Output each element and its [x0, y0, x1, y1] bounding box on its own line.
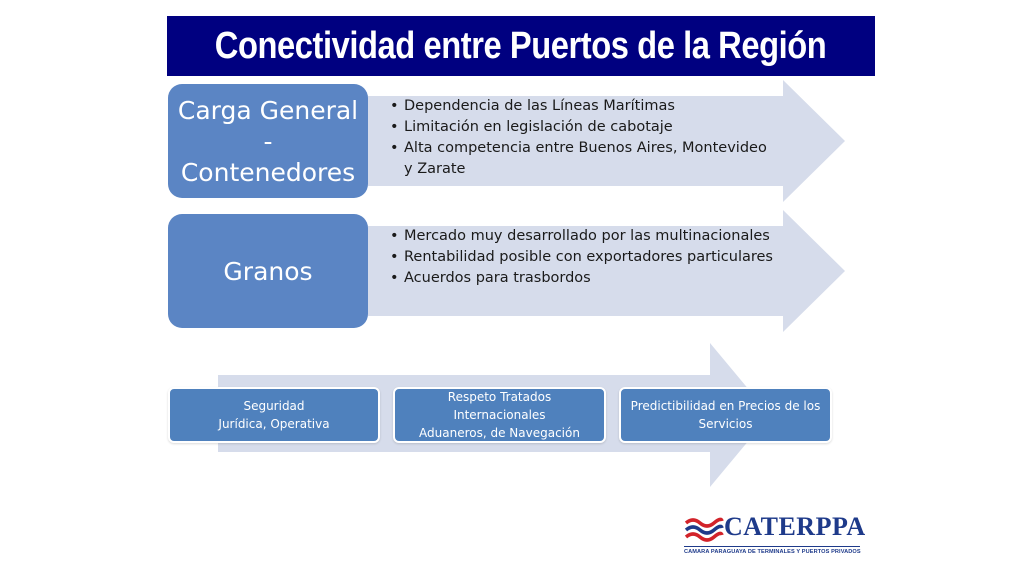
- logo-name: CATERPPA: [724, 512, 866, 541]
- pillar-tratados: [393, 387, 606, 443]
- pillar-seguridad: [168, 387, 380, 443]
- bullet-item: • Mercado muy desarrollado por las multinacionales: [390, 226, 775, 247]
- bullet-list-granos: [390, 226, 775, 289]
- category-label: Carga General - Contenedores: [177, 95, 359, 187]
- category-box-carga-general: [168, 84, 368, 198]
- logo-subtitle: CAMARA PARAGUAYA DE TERMINALES Y PUERTOS PRIVADOS: [684, 546, 860, 555]
- bullet-item: • Limitación en legislación de cabotaje: [390, 117, 775, 138]
- category-label: Granos: [223, 256, 313, 286]
- bullet-item: • Alta competencia entre Buenos Aires, Montevideo y Zarate: [390, 138, 775, 180]
- pillar-label: Predictibilidad en Precios de los Servicios: [630, 399, 821, 431]
- category-box-granos: [168, 214, 368, 328]
- caterppa-logo: [684, 512, 866, 560]
- pillar-label: Seguridad Jurídica, Operativa: [218, 399, 330, 431]
- bullet-list-carga-general: [390, 96, 775, 180]
- bullet-item: • Dependencia de las Líneas Marítimas: [390, 96, 775, 117]
- bullet-item: • Acuerdos para trasbordos: [390, 268, 775, 289]
- wave-icon: [684, 514, 724, 544]
- pillar-predictibilidad: [619, 387, 832, 443]
- slide-title: Conectividad entre Puertos de la Región: [215, 24, 827, 67]
- pillar-label: Respeto Tratados Internacionales Aduaneros, de Navegación: [419, 390, 580, 440]
- bullet-item: • Rentabilidad posible con exportadores particulares: [390, 247, 775, 268]
